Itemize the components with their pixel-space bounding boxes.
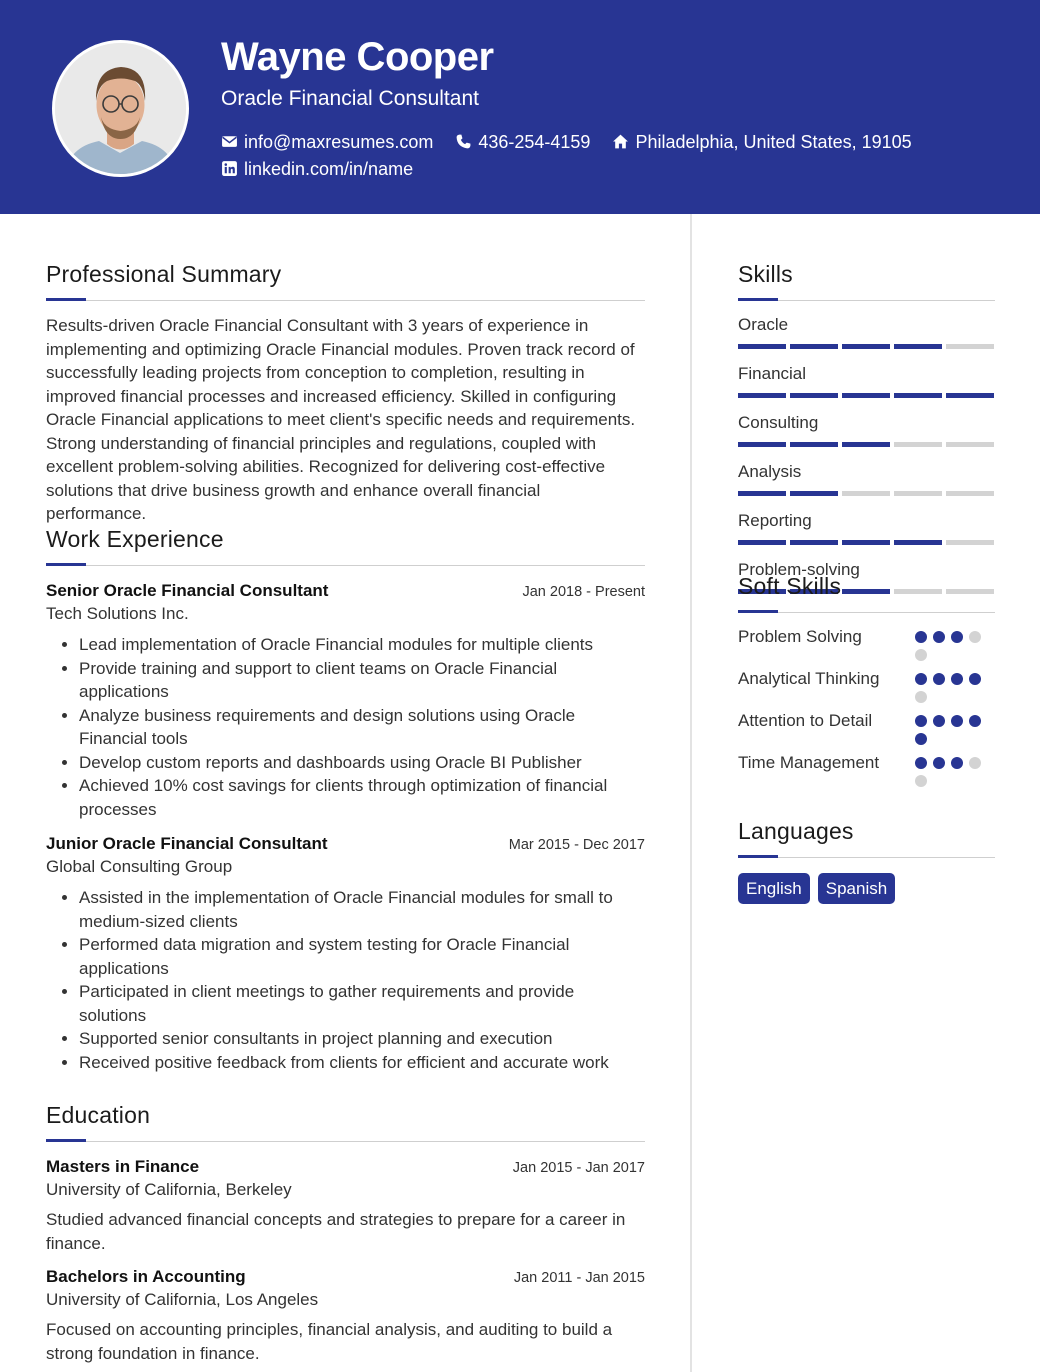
degree-title: Bachelors in Accounting <box>46 1267 246 1286</box>
skills-list <box>738 314 995 594</box>
list-item: • Participated in client meetings to gather requirements and provide solutions <box>79 980 645 1027</box>
section-rule <box>46 1139 645 1143</box>
rating-dot <box>933 673 945 685</box>
rating-dot <box>969 715 981 727</box>
summary-text: Results-driven Oracle Financial Consultant with 3 years of experience in implementing and optimizing Oracle Financial modules. Proven track record of successfully leading projects from conception to completion, resulting in improved financial processes and increased efficiency. Skilled in configuring Oracle Financial applications to meet client's specific needs and requirements. Strong understanding of financial principles and regulations, coupled with excellent problem-solving abilities. Recognized for delivering cost-effective solutions that drive business growth and enhance overall financial performance. <box>46 316 636 523</box>
language-badge: Spanish <box>818 873 895 904</box>
soft-skill-rating <box>915 709 995 745</box>
languages-list <box>738 873 995 904</box>
linkedin-contact[interactable] <box>221 156 413 182</box>
job-entry <box>46 581 645 821</box>
degree-title: Masters in Finance <box>46 1157 200 1176</box>
email-text: info@maxresumes.com <box>244 131 434 152</box>
skill-level-segment <box>842 344 890 349</box>
skill-item <box>738 412 995 447</box>
section-rule <box>46 563 645 567</box>
rating-dot <box>915 691 927 703</box>
soft-skill-rating <box>915 625 995 661</box>
skill-level-segment <box>894 491 942 496</box>
soft-skill-item <box>738 625 995 661</box>
candidate-title: Oracle Financial Consultant <box>221 87 479 110</box>
rating-dot <box>951 757 963 769</box>
school-name: University of California, Los Angeles <box>46 1290 319 1309</box>
location-contact <box>612 129 911 155</box>
skill-level-bar <box>738 442 995 447</box>
job-date: Jan 2018 - Present <box>522 584 645 600</box>
skill-level-segment <box>790 491 838 496</box>
rating-dot <box>915 757 927 769</box>
list-item: • Develop custom reports and dashboards using Oracle BI Publisher <box>79 751 645 775</box>
rating-dot <box>915 673 927 685</box>
rating-dot <box>915 775 927 787</box>
skill-name: Analysis <box>738 462 802 481</box>
skill-level-segment <box>946 442 994 447</box>
section-rule <box>738 855 995 859</box>
home-icon <box>612 133 629 150</box>
skill-level-segment <box>946 393 994 398</box>
skill-level-segment <box>894 540 942 545</box>
phone-text: 436-254-4159 <box>478 131 591 152</box>
soft-skills-list <box>738 625 995 787</box>
section-rule <box>738 298 995 302</box>
skill-level-segment <box>894 393 942 398</box>
skill-name: Financial <box>738 364 807 383</box>
skill-level-segment <box>842 442 890 447</box>
skill-level-segment <box>738 344 786 349</box>
skill-name: Reporting <box>738 511 812 530</box>
rating-dot <box>933 631 945 643</box>
job-company: Global Consulting Group <box>46 857 233 876</box>
job-date: Mar 2015 - Dec 2017 <box>508 837 645 853</box>
skills-section <box>738 259 995 594</box>
soft-skill-rating <box>915 751 995 787</box>
skill-level-segment <box>790 393 838 398</box>
soft-skills-heading: Soft Skills <box>738 573 842 599</box>
experience-heading: Work Experience <box>46 526 224 552</box>
skills-heading: Skills <box>738 261 793 287</box>
languages-heading: Languages <box>738 818 854 844</box>
soft-skill-rating <box>915 667 995 703</box>
list-item: • Assisted in the implementation of Oracle Financial modules for small to medium-sized clients <box>79 886 645 933</box>
soft-skill-name: Attention to Detail <box>738 711 873 730</box>
rating-dot <box>915 631 927 643</box>
email-contact[interactable] <box>221 129 433 155</box>
job-title: Senior Oracle Financial Consultant <box>46 581 329 600</box>
education-date: Jan 2011 - Jan 2015 <box>513 1270 645 1286</box>
skill-level-segment <box>738 393 786 398</box>
rating-dot <box>915 733 927 745</box>
phone-icon <box>455 133 472 150</box>
job-bullets <box>46 886 645 1074</box>
skill-level-segment <box>790 540 838 545</box>
languages-section <box>738 816 995 904</box>
rating-dot <box>969 673 981 685</box>
skill-level-segment <box>842 491 890 496</box>
skill-name: Oracle <box>738 315 789 334</box>
skill-name: Problem-solving <box>738 560 860 579</box>
soft-skill-item <box>738 709 995 745</box>
education-entry <box>46 1267 645 1365</box>
location-text: Philadelphia, United States, 19105 <box>635 131 912 152</box>
experience-section <box>46 524 645 1074</box>
soft-skill-item <box>738 667 995 703</box>
skill-item <box>738 363 995 398</box>
education-description: Focused on accounting principles, financial analysis, and auditing to build a strong foundation in finance. <box>46 1320 613 1363</box>
skill-level-segment <box>738 491 786 496</box>
summary-section <box>46 259 645 526</box>
column-divider <box>690 214 692 1372</box>
job-entry <box>46 834 645 1074</box>
phone-contact[interactable] <box>455 129 590 155</box>
skill-level-bar <box>738 344 995 349</box>
skill-item <box>738 510 995 545</box>
summary-heading: Professional Summary <box>46 261 282 287</box>
skill-item <box>738 314 995 349</box>
rating-dot <box>915 649 927 661</box>
envelope-icon <box>221 133 238 150</box>
skill-level-segment <box>842 393 890 398</box>
candidate-name: Wayne Cooper <box>221 35 494 79</box>
soft-skill-item <box>738 751 995 787</box>
school-name: University of California, Berkeley <box>46 1180 292 1199</box>
skill-level-segment <box>790 442 838 447</box>
linkedin-text: linkedin.com/in/name <box>244 158 414 179</box>
skill-level-segment <box>738 442 786 447</box>
skill-level-segment <box>842 540 890 545</box>
rating-dot <box>933 757 945 769</box>
rating-dot <box>951 715 963 727</box>
job-title: Junior Oracle Financial Consultant <box>46 834 328 853</box>
skill-level-segment <box>790 344 838 349</box>
skill-level-segment <box>738 540 786 545</box>
list-item: • Analyze business requirements and design solutions using Oracle Financial tools <box>79 704 645 751</box>
education-entry <box>46 1157 645 1255</box>
rating-dot <box>969 757 981 769</box>
rating-dot <box>915 715 927 727</box>
skill-level-segment <box>946 491 994 496</box>
list-item: • Performed data migration and system testing for Oracle Financial applications <box>79 933 645 980</box>
education-description: Studied advanced financial concepts and strategies to prepare for a career in finance. <box>46 1210 626 1253</box>
soft-skill-name: Analytical Thinking <box>738 669 880 688</box>
skill-item <box>738 461 995 496</box>
resume-header <box>0 0 1040 214</box>
soft-skill-name: Time Management <box>738 753 880 772</box>
skill-level-segment <box>946 344 994 349</box>
job-company: Tech Solutions Inc. <box>46 604 189 623</box>
linkedin-icon <box>221 160 238 177</box>
education-section <box>46 1100 645 1365</box>
rating-dot <box>933 715 945 727</box>
job-bullets <box>46 633 645 821</box>
rating-dot <box>951 631 963 643</box>
skill-level-bar <box>738 540 995 545</box>
section-rule <box>738 610 995 614</box>
soft-skills-section <box>738 571 995 787</box>
list-item: • Lead implementation of Oracle Financial modules for multiple clients <box>79 633 645 657</box>
rating-dot <box>969 631 981 643</box>
section-rule <box>46 298 645 302</box>
rating-dot <box>951 673 963 685</box>
skill-level-bar <box>738 491 995 496</box>
list-item: • Received positive feedback from clients for efficient and accurate work <box>79 1051 645 1075</box>
contact-info <box>221 128 912 182</box>
soft-skill-name: Problem Solving <box>738 627 862 646</box>
list-item: • Supported senior consultants in project planning and execution <box>79 1027 645 1051</box>
skill-level-segment <box>894 442 942 447</box>
skill-level-segment <box>946 540 994 545</box>
education-date: Jan 2015 - Jan 2017 <box>512 1160 645 1176</box>
skill-name: Consulting <box>738 413 819 432</box>
person-avatar-icon <box>55 43 186 174</box>
skill-level-segment <box>894 344 942 349</box>
profile-photo <box>52 40 189 177</box>
list-item: • Provide training and support to client teams on Oracle Financial applications <box>79 657 645 704</box>
language-badge: English <box>738 873 810 904</box>
education-heading: Education <box>46 1102 151 1128</box>
list-item: • Achieved 10% cost savings for clients through optimization of financial processes <box>79 774 645 821</box>
skill-level-bar <box>738 393 995 398</box>
